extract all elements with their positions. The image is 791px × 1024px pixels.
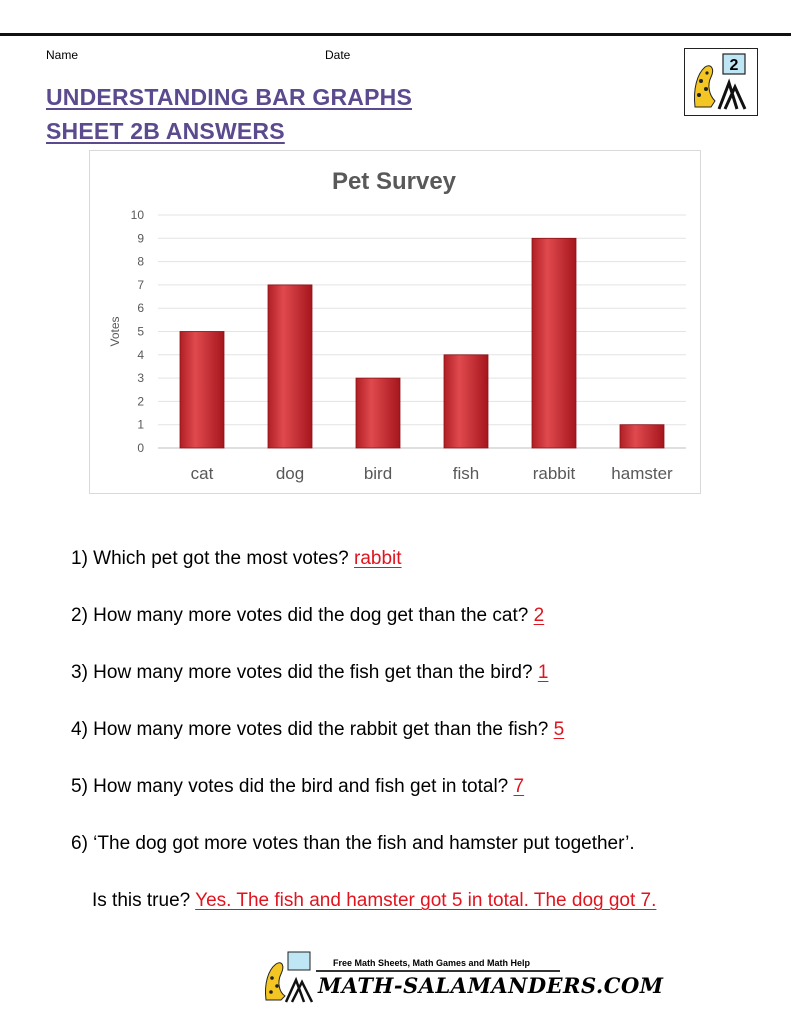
question-4 — [71, 719, 564, 741]
bar-dog — [268, 285, 312, 448]
date-label: Date — [325, 48, 351, 62]
y-tick-label: 10 — [130, 208, 144, 222]
top-rule — [0, 33, 791, 36]
footer-logo — [258, 950, 316, 1004]
bar-rabbit — [532, 238, 576, 448]
pet-survey-chart — [90, 151, 700, 493]
question-5 — [71, 776, 524, 798]
page-title: UNDERSTANDING BAR GRAPHS — [46, 84, 412, 110]
y-tick-label: 5 — [137, 324, 144, 339]
question-1 — [71, 548, 402, 570]
x-tick-label: dog — [275, 464, 305, 483]
y-tick-label: 0 — [137, 441, 144, 455]
question-6 — [71, 833, 635, 855]
bar-bird — [356, 378, 400, 448]
question-text: 6) ‘The dog got more votes than the fish and hamster put together’. — [71, 833, 635, 854]
y-tick-label: 1 — [137, 417, 144, 432]
footer-salamander-icon — [258, 950, 316, 1004]
chart-frame — [89, 150, 701, 494]
answer: rabbit — [354, 548, 402, 569]
footer-tagline: Free Math Sheets, Math Games and Math Help — [333, 958, 531, 968]
y-tick-label: 6 — [137, 301, 144, 316]
question-text: 3) How many more votes did the fish get than the bird? — [71, 662, 533, 683]
bar-hamster — [620, 425, 664, 448]
name-label: Name — [46, 48, 79, 62]
salamander-icon — [685, 49, 757, 115]
footer-brand: MATH-SALAMANDERS.COM — [318, 973, 664, 998]
answer: 5 — [553, 719, 565, 740]
x-tick-label: cat — [190, 464, 214, 483]
y-tick-label: 3 — [137, 371, 144, 386]
y-tick-label: 2 — [137, 394, 144, 409]
question-text: 4) How many more votes did the rabbit get than the fish? — [71, 719, 549, 740]
answer: 7 — [513, 776, 525, 797]
footer-rule — [316, 970, 560, 972]
answer: Yes. The fish and hamster got 5 in total. The dog got 7. — [195, 890, 657, 911]
chart-title: Pet Survey — [331, 168, 457, 195]
y-tick-label: 4 — [137, 347, 144, 362]
question-2 — [71, 605, 544, 627]
y-tick-label: 7 — [137, 277, 144, 292]
y-tick-label: 8 — [137, 254, 144, 269]
x-tick-label: fish — [452, 464, 480, 483]
x-tick-label: rabbit — [532, 464, 576, 483]
question-6-followup — [92, 890, 656, 912]
x-tick-label: hamster — [611, 464, 673, 483]
y-tick-label: 9 — [137, 231, 144, 246]
bar-cat — [180, 332, 224, 449]
question-text: 1) Which pet got the most votes? — [71, 548, 349, 569]
salamander-logo — [684, 48, 758, 116]
question-3 — [71, 662, 548, 684]
page-subtitle: SHEET 2B ANSWERS — [46, 118, 285, 144]
answer: 1 — [537, 662, 549, 683]
answer: 2 — [533, 605, 545, 626]
question-text: 5) How many votes did the bird and fish get in total? — [71, 776, 509, 797]
question-text: Is this true? — [92, 890, 191, 911]
x-tick-label: bird — [363, 464, 393, 483]
question-text: 2) How many more votes did the dog get than the cat? — [71, 605, 529, 626]
bar-fish — [444, 355, 488, 448]
logo-grade: 2 — [729, 57, 739, 74]
y-axis-label: Votes — [108, 316, 122, 347]
